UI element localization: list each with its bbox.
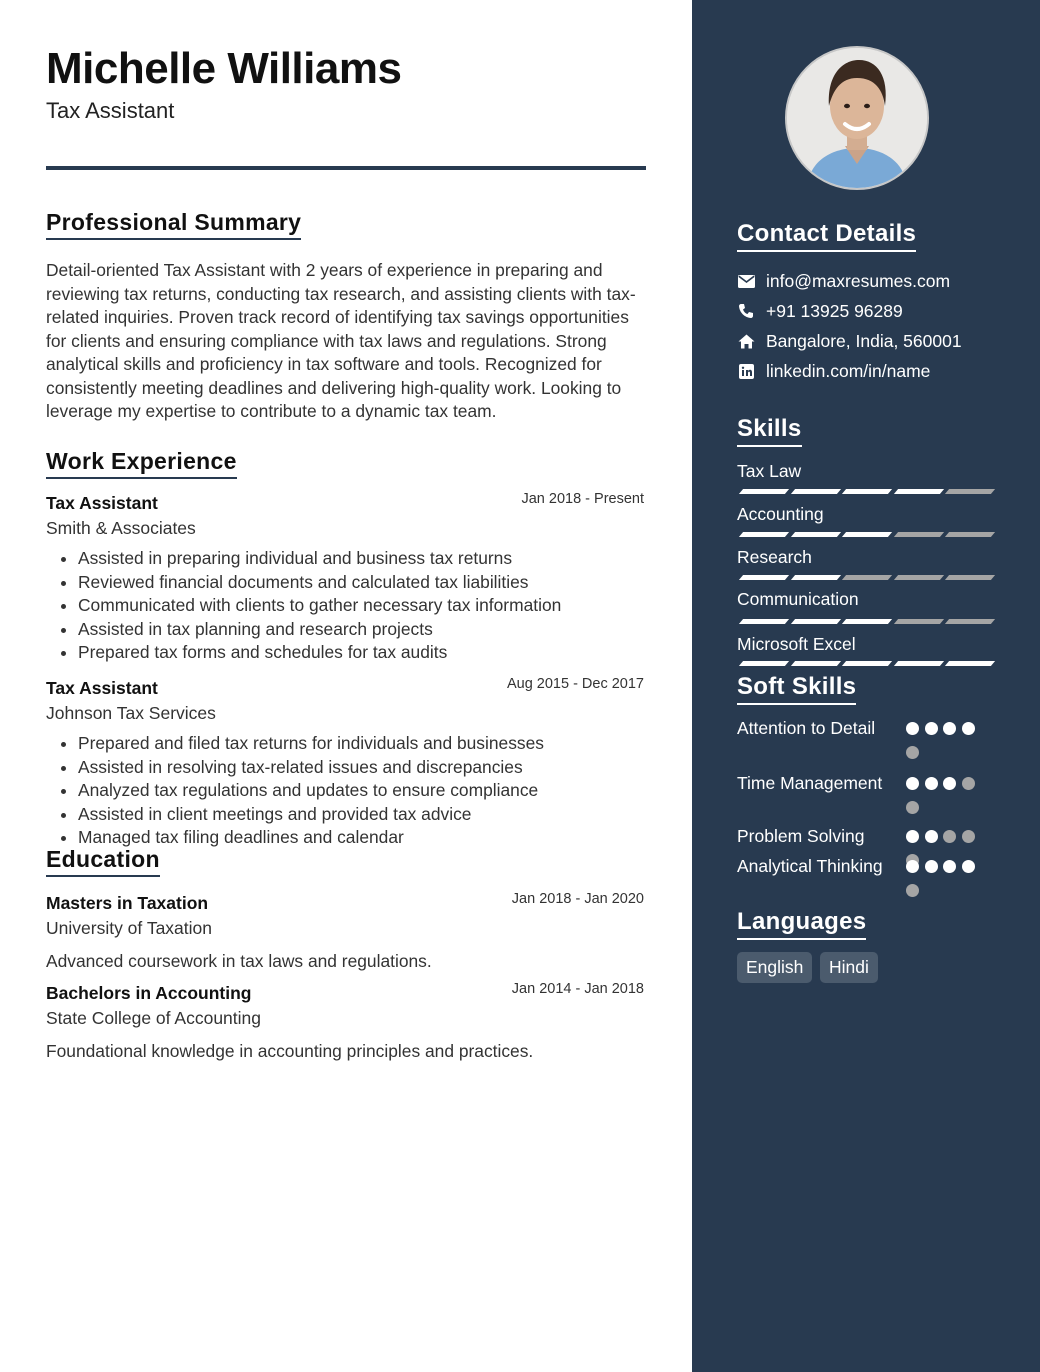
rating-dot [943, 722, 956, 735]
skill-name: Accounting [737, 504, 824, 524]
rating-dot [906, 884, 919, 897]
job-bullets [46, 547, 646, 665]
rating-dot [962, 830, 975, 843]
skill-level-segment [893, 619, 943, 624]
skill-level-segment [739, 661, 789, 666]
job-company: Johnson Tax Services [46, 703, 216, 723]
rating-dot [906, 746, 919, 759]
home-icon [737, 332, 755, 350]
skill-level-segment [790, 661, 840, 666]
job-role: Tax Assistant [46, 493, 158, 513]
language-chip: English [737, 952, 812, 983]
contact-linkedin[interactable] [737, 359, 1027, 383]
skill-level-segment [842, 532, 892, 537]
experience-entry [46, 493, 646, 665]
skill-level-segment [739, 489, 789, 494]
candidate-name: Michelle Williams [46, 44, 402, 93]
education-entry [46, 983, 646, 1062]
summary-text: Detail-oriented Tax Assistant with 2 years of experience in preparing and reviewing tax returns, conducting tax research, and assisting clients with tax-related inquiries. Proven track record of identifying tax savings opportunities for clients and ensuring compliance with tax laws and regulations. Strong analytical skills and proficiency in tax software and tools. Recognized for consistently meeting deadlines and delivering high-quality work. Looking to leverage my expertise to contribute to a dynamic tax team. [46, 260, 636, 421]
school: University of Taxation [46, 918, 213, 938]
skill-level-segment [790, 619, 840, 624]
skill-level-segment [893, 532, 943, 537]
job-company: Smith & Associates [46, 518, 196, 538]
rating-dot [962, 860, 975, 873]
avatar-illustration [787, 48, 927, 188]
soft-skill-name: Attention to Detail [737, 718, 876, 738]
skill-level-segment [893, 489, 943, 494]
skills-heading: Skills [737, 415, 802, 447]
skill-level-segment [842, 661, 892, 666]
skill-level-bar [737, 532, 997, 538]
rating-dot [925, 830, 938, 843]
job-bullet: • Assisted in preparing individual and business tax returns [78, 547, 646, 571]
rating-dot [943, 830, 956, 843]
skill-level-segment [790, 575, 840, 580]
skill-name: Research [737, 547, 812, 567]
education-entry [46, 893, 646, 972]
job-role: Tax Assistant [46, 678, 158, 698]
rating-dot [906, 722, 919, 735]
job-bullet: • Assisted in resolving tax-related issues and discrepancies [78, 756, 646, 780]
envelope-icon [737, 272, 755, 290]
rating-dot [925, 860, 938, 873]
skill-level-segment [739, 619, 789, 624]
job-bullet: • Assisted in client meetings and provided tax advice [78, 803, 646, 827]
skill-name: Microsoft Excel [737, 634, 856, 654]
skill-level-segment [842, 489, 892, 494]
skill-level-bar [737, 661, 997, 667]
language-chip: Hindi [820, 952, 878, 983]
degree: Masters in Taxation [46, 893, 209, 913]
degree: Bachelors in Accounting [46, 983, 252, 1003]
soft-skill-name: Analytical Thinking [737, 856, 883, 876]
education-date: Jan 2018 - Jan 2020 [511, 891, 644, 907]
experience-entry [46, 678, 646, 850]
rating-dot [925, 722, 938, 735]
rating-dot [962, 722, 975, 735]
contact-email-text: info@maxresumes.com [766, 270, 951, 291]
skill-level-segment [945, 532, 995, 537]
skill-name: Tax Law [737, 461, 802, 481]
school: State College of Accounting [46, 1008, 262, 1028]
rating-dot [906, 801, 919, 814]
education-date: Jan 2014 - Jan 2018 [511, 981, 644, 997]
experience-heading: Work Experience [46, 448, 237, 479]
rating-dot [925, 777, 938, 790]
contact-heading: Contact Details [737, 220, 916, 252]
skill-level-bar [737, 619, 997, 625]
skill-level-segment [945, 619, 995, 624]
rating-dot [943, 777, 956, 790]
phone-icon [737, 302, 755, 320]
languages-heading: Languages [737, 908, 866, 940]
job-date: Jan 2018 - Present [521, 491, 644, 507]
job-bullet: • Communicated with clients to gather necessary tax information [78, 594, 646, 618]
contact-address-text: Bangalore, India, 560001 [766, 330, 962, 351]
education-description: Foundational knowledge in accounting principles and practices. [46, 1041, 534, 1061]
skill-name: Communication [737, 589, 859, 609]
linkedin-icon [737, 362, 755, 380]
skill-level-segment [739, 532, 789, 537]
skill-level-segment [945, 489, 995, 494]
rating-dot [906, 860, 919, 873]
contact-address [737, 329, 1027, 353]
contact-email[interactable] [737, 269, 1027, 293]
skill-level-segment [945, 661, 995, 666]
job-bullet: • Assisted in tax planning and research projects [78, 618, 646, 642]
rating-dot [906, 777, 919, 790]
header-divider [46, 166, 646, 170]
skill-level-segment [893, 575, 943, 580]
profile-photo [785, 46, 929, 190]
job-bullet: • Managed tax filing deadlines and calendar [78, 826, 646, 850]
contact-linkedin-text: linkedin.com/in/name [766, 360, 931, 381]
skill-level-segment [790, 532, 840, 537]
job-bullets [46, 732, 646, 850]
skill-level-segment [893, 661, 943, 666]
skill-level-bar [737, 575, 997, 581]
soft-skill-name: Problem Solving [737, 826, 865, 846]
job-bullet: • Analyzed tax regulations and updates to ensure compliance [78, 779, 646, 803]
skill-level-segment [842, 619, 892, 624]
job-bullet: • Prepared and filed tax returns for individuals and businesses [78, 732, 646, 756]
soft-skills-heading: Soft Skills [737, 673, 856, 705]
contact-phone-text: +91 13925 96289 [766, 300, 903, 321]
skill-level-segment [842, 575, 892, 580]
candidate-title: Tax Assistant [46, 98, 175, 123]
education-heading: Education [46, 846, 160, 877]
rating-dot [943, 860, 956, 873]
job-date: Aug 2015 - Dec 2017 [506, 676, 644, 692]
skill-level-bar [737, 489, 997, 495]
contact-phone[interactable] [737, 299, 1027, 323]
soft-skill-name: Time Management [737, 773, 883, 793]
skill-level-segment [945, 575, 995, 580]
skill-level-segment [739, 575, 789, 580]
rating-dot [962, 777, 975, 790]
job-bullet: • Prepared tax forms and schedules for tax audits [78, 641, 646, 665]
education-description: Advanced coursework in tax laws and regulations. [46, 951, 432, 971]
summary-heading: Professional Summary [46, 209, 301, 240]
job-bullet: • Reviewed financial documents and calculated tax liabilities [78, 571, 646, 595]
skill-level-segment [790, 489, 840, 494]
rating-dot [906, 830, 919, 843]
